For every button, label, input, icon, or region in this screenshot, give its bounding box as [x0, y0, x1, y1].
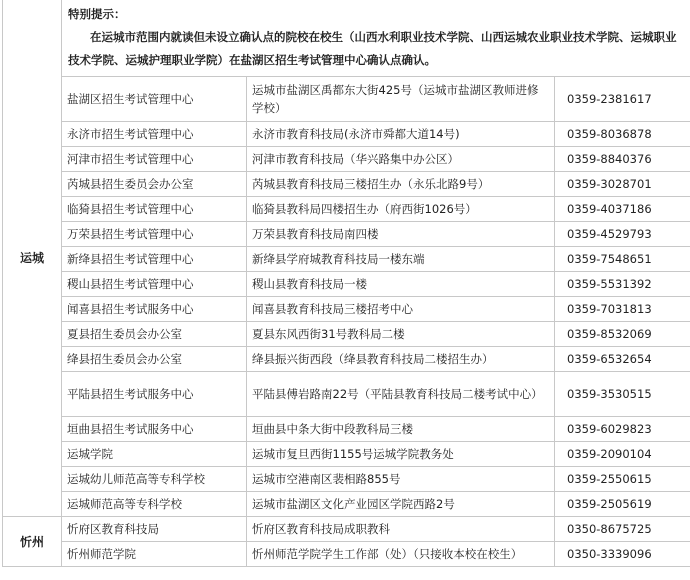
- table-row: [3, 77, 690, 122]
- cell-phone: 0350-8675725: [555, 517, 690, 542]
- cell-phone: 0359-6532654: [555, 347, 690, 372]
- table-row: [3, 122, 690, 147]
- table-row: [3, 222, 690, 247]
- cell-address: 垣曲县中条大街中段教科局三楼: [247, 417, 555, 442]
- table-row: [3, 172, 690, 197]
- table-row: [3, 247, 690, 272]
- cell-name: 运城学院: [62, 442, 247, 467]
- cell-name: 忻州师范学院: [62, 542, 247, 567]
- cell-address: 河津市教育科技局（华兴路集中办公区）: [247, 147, 555, 172]
- cell-name: 平陆县招生考试服务中心: [62, 372, 247, 417]
- cell-phone: 0359-2090104: [555, 442, 690, 467]
- table-row: [3, 272, 690, 297]
- table-row: [3, 417, 690, 442]
- cell-address: 运城市盐湖区文化产业园区学院西路2号: [247, 492, 555, 517]
- table-row: [3, 517, 690, 542]
- table-row: [3, 467, 690, 492]
- cell-name: 闻喜县招生考试服务中心: [62, 297, 247, 322]
- cell-phone: 0350-3339096: [555, 542, 690, 567]
- cell-address: 新绛县学府城教育科技局一楼东端: [247, 247, 555, 272]
- cell-name: 运城师范高等专科学校: [62, 492, 247, 517]
- confirmation-points-table: [2, 0, 690, 567]
- notice-body: 在运城市范围内就读但未设立确认点的院校在校生（山西水利职业技术学院、山西运城农业职业技术学院、运城职业技术学院、运城护理职业学院）在盐湖区招生考试管理中心确认点确认。: [68, 30, 677, 67]
- table-row: [3, 542, 690, 567]
- table-row: [3, 197, 690, 222]
- cell-phone: 0359-2381617: [555, 77, 690, 122]
- table-row: [3, 297, 690, 322]
- cell-phone: 0359-8840376: [555, 147, 690, 172]
- cell-address: 忻州师范学院学生工作部（处）（只接收本校在校生）: [247, 542, 555, 567]
- cell-phone: 0359-2505619: [555, 492, 690, 517]
- cell-phone: 0359-8532069: [555, 322, 690, 347]
- cell-name: 夏县招生委员会办公室: [62, 322, 247, 347]
- cell-name: 临猗县招生考试管理中心: [62, 197, 247, 222]
- cell-address: 临猗县教科局四楼招生办（府西街1026号）: [247, 197, 555, 222]
- cell-phone: 0359-2550615: [555, 467, 690, 492]
- table-row: [3, 147, 690, 172]
- cell-name: 新绛县招生考试管理中心: [62, 247, 247, 272]
- cell-phone: 0359-5531392: [555, 272, 690, 297]
- cell-name: 永济市招生考试管理中心: [62, 122, 247, 147]
- table-row: [3, 492, 690, 517]
- cell-address: 运城市空港南区裴相路855号: [247, 467, 555, 492]
- cell-phone: 0359-3028701: [555, 172, 690, 197]
- cell-phone: 0359-7031813: [555, 297, 690, 322]
- cell-address: 万荣县教育科技局南四楼: [247, 222, 555, 247]
- cell-name: 盐湖区招生考试管理中心: [62, 77, 247, 122]
- cell-address: 平陆县傅岩路南22号（平陆县教育科技局二楼考试中心）: [247, 372, 555, 417]
- cell-name: 忻府区教育科技局: [62, 517, 247, 542]
- cell-name: 万荣县招生考试管理中心: [62, 222, 247, 247]
- cell-address: 稷山县教育科技局一楼: [247, 272, 555, 297]
- cell-phone: 0359-8036878: [555, 122, 690, 147]
- cell-name: 河津市招生考试管理中心: [62, 147, 247, 172]
- table-row: [3, 372, 690, 417]
- cell-phone: 0359-4037186: [555, 197, 690, 222]
- cell-name: 运城幼儿师范高等专科学校: [62, 467, 247, 492]
- region-cell: 忻州: [3, 517, 62, 567]
- cell-name: 垣曲县招生考试服务中心: [62, 417, 247, 442]
- table-row: [3, 442, 690, 467]
- cell-address: 运城市复旦西街1155号运城学院教务处: [247, 442, 555, 467]
- region-cell: 运城: [3, 0, 62, 517]
- cell-name: 稷山县招生考试管理中心: [62, 272, 247, 297]
- cell-name: 芮城县招生委员会办公室: [62, 172, 247, 197]
- cell-name: 绛县招生委员会办公室: [62, 347, 247, 372]
- cell-phone: 0359-6029823: [555, 417, 690, 442]
- cell-address: 忻府区教育科技局成职教科: [247, 517, 555, 542]
- cell-phone: 0359-4529793: [555, 222, 690, 247]
- cell-phone: 0359-7548651: [555, 247, 690, 272]
- notice-title: 特别提示：: [68, 7, 126, 21]
- cell-address: 运城市盐湖区禹都东大街425号（运城市盐湖区教师进修学校）: [247, 77, 555, 122]
- table-row: [3, 322, 690, 347]
- cell-address: 闻喜县教育科技局三楼招考中心: [247, 297, 555, 322]
- special-notice: [62, 0, 690, 77]
- cell-address: 绛县振兴街西段（绛县教育科技局二楼招生办）: [247, 347, 555, 372]
- table-body: [3, 0, 690, 567]
- table-row: [3, 347, 690, 372]
- cell-address: 夏县东风西街31号教科局二楼: [247, 322, 555, 347]
- notice-row: [3, 0, 690, 77]
- cell-phone: 0359-3530515: [555, 372, 690, 417]
- cell-address: 芮城县教育科技局三楼招生办（永乐北路9号）: [247, 172, 555, 197]
- cell-address: 永济市教育科技局(永济市舜都大道14号): [247, 122, 555, 147]
